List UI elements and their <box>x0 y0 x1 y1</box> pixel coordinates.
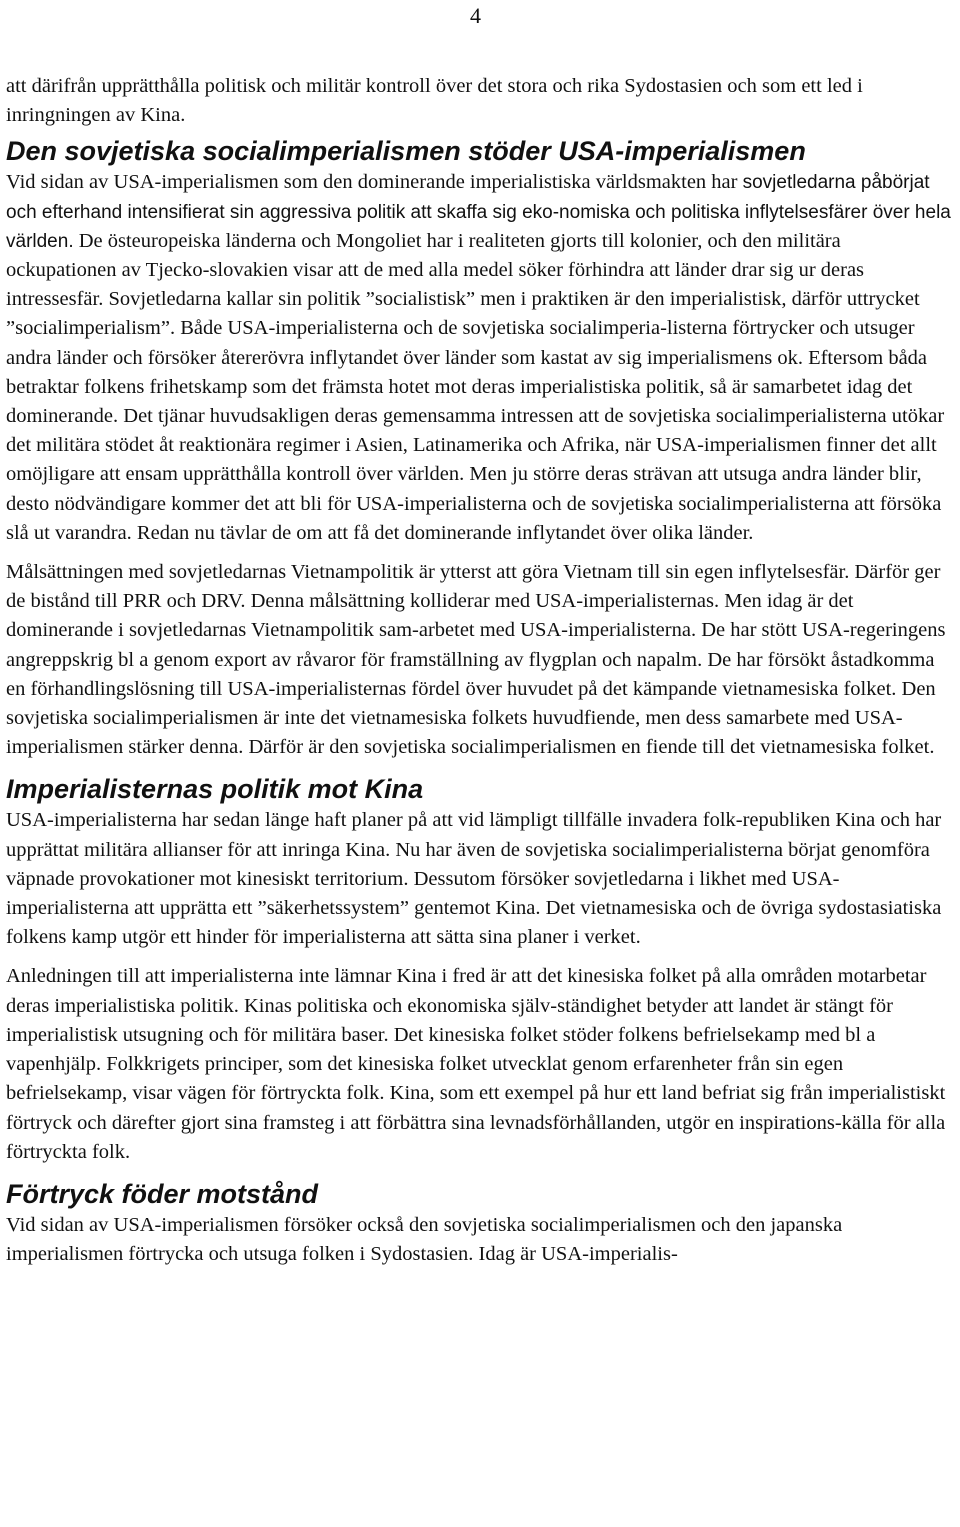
paragraph: Anledningen till att imperialisterna inte lämnar Kina i fred är att det kinesiska folket på alla områden motarbetar deras imperialistiska politik. Kinas politiska och ekonomiska själv-ständighet betyder att landet är stängt för imperialistisk utsugning och för militära baser. Det kinesiska folket stöder folkens befrielsekamp med bl a vapenhjälp. Folkkrigets principer, som det kinesiska folket utvecklat genom erfarenheter från sin egen befrielsekamp, visar vägen för förtryckta folk. Kina, som ett exempel på hur ett land befriat sig från imperialistiskt förtryck och därefter gjort sina framsteg i att förbättra sina levnadsförhållanden, utgör en inspirations-källa för alla förtryckta folk. <box>6 965 946 1163</box>
section-heading: Den sovjetiska socialimperialismen stöder USA-imperialismen <box>6 136 806 167</box>
paragraph: att därifrån upprätthålla politisk och militär kontroll över det stora och rika Sydostasien och som ett led i inringningen av Kina. <box>6 75 863 127</box>
page-number: 4 <box>470 3 481 28</box>
paragraph-text-sans: sovjetledarna påbörjat och efterhand intensifierat sin aggressiva politik att skaffa sig eko-nomiska och politiska inflytelsesfärer över hela världen. <box>6 172 951 252</box>
paragraph <box>6 168 956 548</box>
section-heading: Imperialisternas politik mot Kina <box>6 774 424 805</box>
paragraph: Målsättningen med sovjetledarnas Vietnampolitik är ytterst att göra Vietnam till sin egen inflytelsesfär. Därför ger de bistånd till PRR och DRV. Denna målsättning kolliderar med USA-imperialisternas. Men idag är det dominerande i sovjetledarnas Vietnampolitik sam-arbetet med USA-imperialisterna. De har stött USA-regeringens angreppskrig bl a genom export av råvaror för framställning av flygplan och napalm. De har försökt åstadkomma en förhandlingslösning till USA-imperialisternas fördel över huvudet på det kämpande vietnamesiska folket. Den sovjetiska socialimperialismen är inte det vietnamesiska folkets huvudfiende, men dess samarbete med USA-imperialismen stärker denna. Därför är den sovjetiska socialimperialismen en fiende till det vietnamesiska folket. <box>6 561 946 759</box>
document-body <box>6 72 956 1269</box>
paragraph: Vid sidan av USA-imperialismen försöker också den sovjetiska socialimperialismen och den japanska imperialismen förtrycka och utsuga folken i Sydostasien. Idag är USA-imperialis- <box>6 1213 843 1266</box>
paragraph-text: De östeuropeiska länderna och Mongoliet har i realiteten gjorts till kolonier, och den militära ockupationen av Tjecko-slovakien visar att de med alla medel söker förhindra att länder drar sig ur deras intressesfär. Sovjetledarna kallar sin politik ”socialistisk” men i praktiken är den imperialistisk, därför uttrycket ”socialimperialism”. Både USA-imperialisterna och de sovjetiska socialimperia-listerna förtrycker och utsuger andra länder och försöker återerövra inflytandet över länder som kastat av sig imperialismens ok. Eftersom båda betraktar folkens frihetskamp som det främsta hotet mot deras imperialistiska politik, så är samarbetet idag det dominerande. Det tjänar huvudsakligen deras gemensamma intressen att de sovjetiska socialimperialisterna utökar det militära stödet åt reaktionära regimer i Asien, Latinamerika och Afrika, när USA-imperialismen finner det allt omöjligare att ensam upprätthålla kontroll över världen. Men ju större deras strävan att utsuga andra länder blir, desto nödvändigare kommer det att bli för USA-imperialisterna och de sovjetiska socialimperialisterna att försöka slå ut varandra. Redan nu tävlar de om att få det dominerande inflytandet över olika länder. <box>6 229 945 544</box>
paragraph: USA-imperialisterna har sedan länge haft planer på att vid lämpligt tillfälle invadera folk-republiken Kina och har upprättat militära allianser för att inringa Kina. Nu har även de sovjetiska socialimperialisterna börjat genomföra väpnade provokationer mot kinesiskt territorium. Dessutom försöker sovjetledarna i likhet med USA-imperialisterna att upprätta ett ”säkerhetssystem” gentemot Kina. Det vietnamesiska och de övriga sydostasiatiska folkens kamp utgör ett hinder för imperialisterna att sätta sina planer i verket. <box>6 809 942 949</box>
section-heading: Förtryck föder motstånd <box>6 1178 319 1209</box>
paragraph-text: Vid sidan av USA-imperialismen som den dominerande imperialistiska världsmakten har <box>6 171 743 194</box>
